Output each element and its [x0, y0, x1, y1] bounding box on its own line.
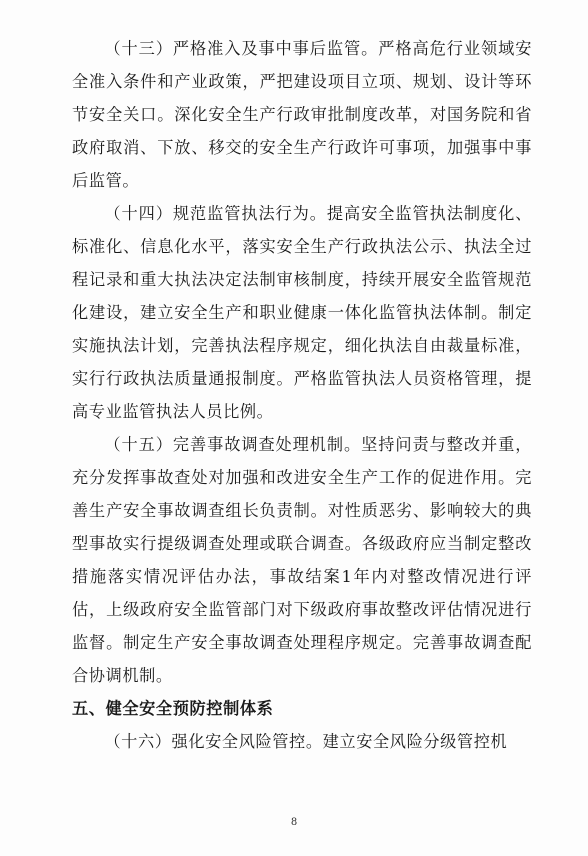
- paragraph-15-text: 完善事故调查处理机制。坚持问责与整改并重，充分发挥事故查处对加强和改进安全生产工作的促进作用。完善生产安全事故调查组长负责制。对性质恶劣、影响较大的典型事故实行提级调查处理或联合调查。各级政府应当制定整改措施落实情况评估办法，事故结案1年内对整改情况进行评估，上级政府安全监管部门对下级政府事故整改评估情况进行监督。制定生产安全事故调查处理程序规定。完善事故调查配合协调机制。: [72, 435, 532, 685]
- paragraph-16-text: 强化安全风险管控。建立安全风险分级管控机: [171, 732, 508, 751]
- paragraph-13: [72, 32, 532, 197]
- paragraph-16: [72, 725, 532, 758]
- paragraph-13-text: 严格准入及事中事后监管。严格高危行业领域安全准入条件和产业政策，严把建设项目立项、规划、设计等环节安全关口。深化安全生产行政审批制度改革，对国务院和省政府取消、下放、移交的安全生产行政许可事项，加强事中事后监管。: [72, 39, 532, 190]
- paragraph-14-label: （十四）: [104, 204, 173, 223]
- paragraph-15-label: （十五）: [104, 435, 173, 454]
- document-body: [72, 32, 532, 758]
- paragraph-14: [72, 197, 532, 428]
- paragraph-14-text: 规范监管执法行为。提高安全监管执法制度化、标准化、信息化水平，落实安全生产行政执法公示、执法全过程记录和重大执法决定法制审核制度，持续开展安全监管规范化建设，建立安全生产和职业健康一体化监管执法体制。制定实施执法计划，完善执法程序规定，细化执法自由裁量标准，实行行政执法质量通报制度。严格监管执法人员资格管理，提高专业监管执法人员比例。: [72, 204, 532, 421]
- paragraph-13-label: （十三）: [104, 39, 173, 58]
- paragraph-16-label: （十六）: [104, 732, 172, 751]
- section-heading: 五、健全安全预防控制体系: [72, 699, 274, 718]
- paragraph-15: [72, 428, 532, 692]
- page-number: 8: [290, 817, 298, 828]
